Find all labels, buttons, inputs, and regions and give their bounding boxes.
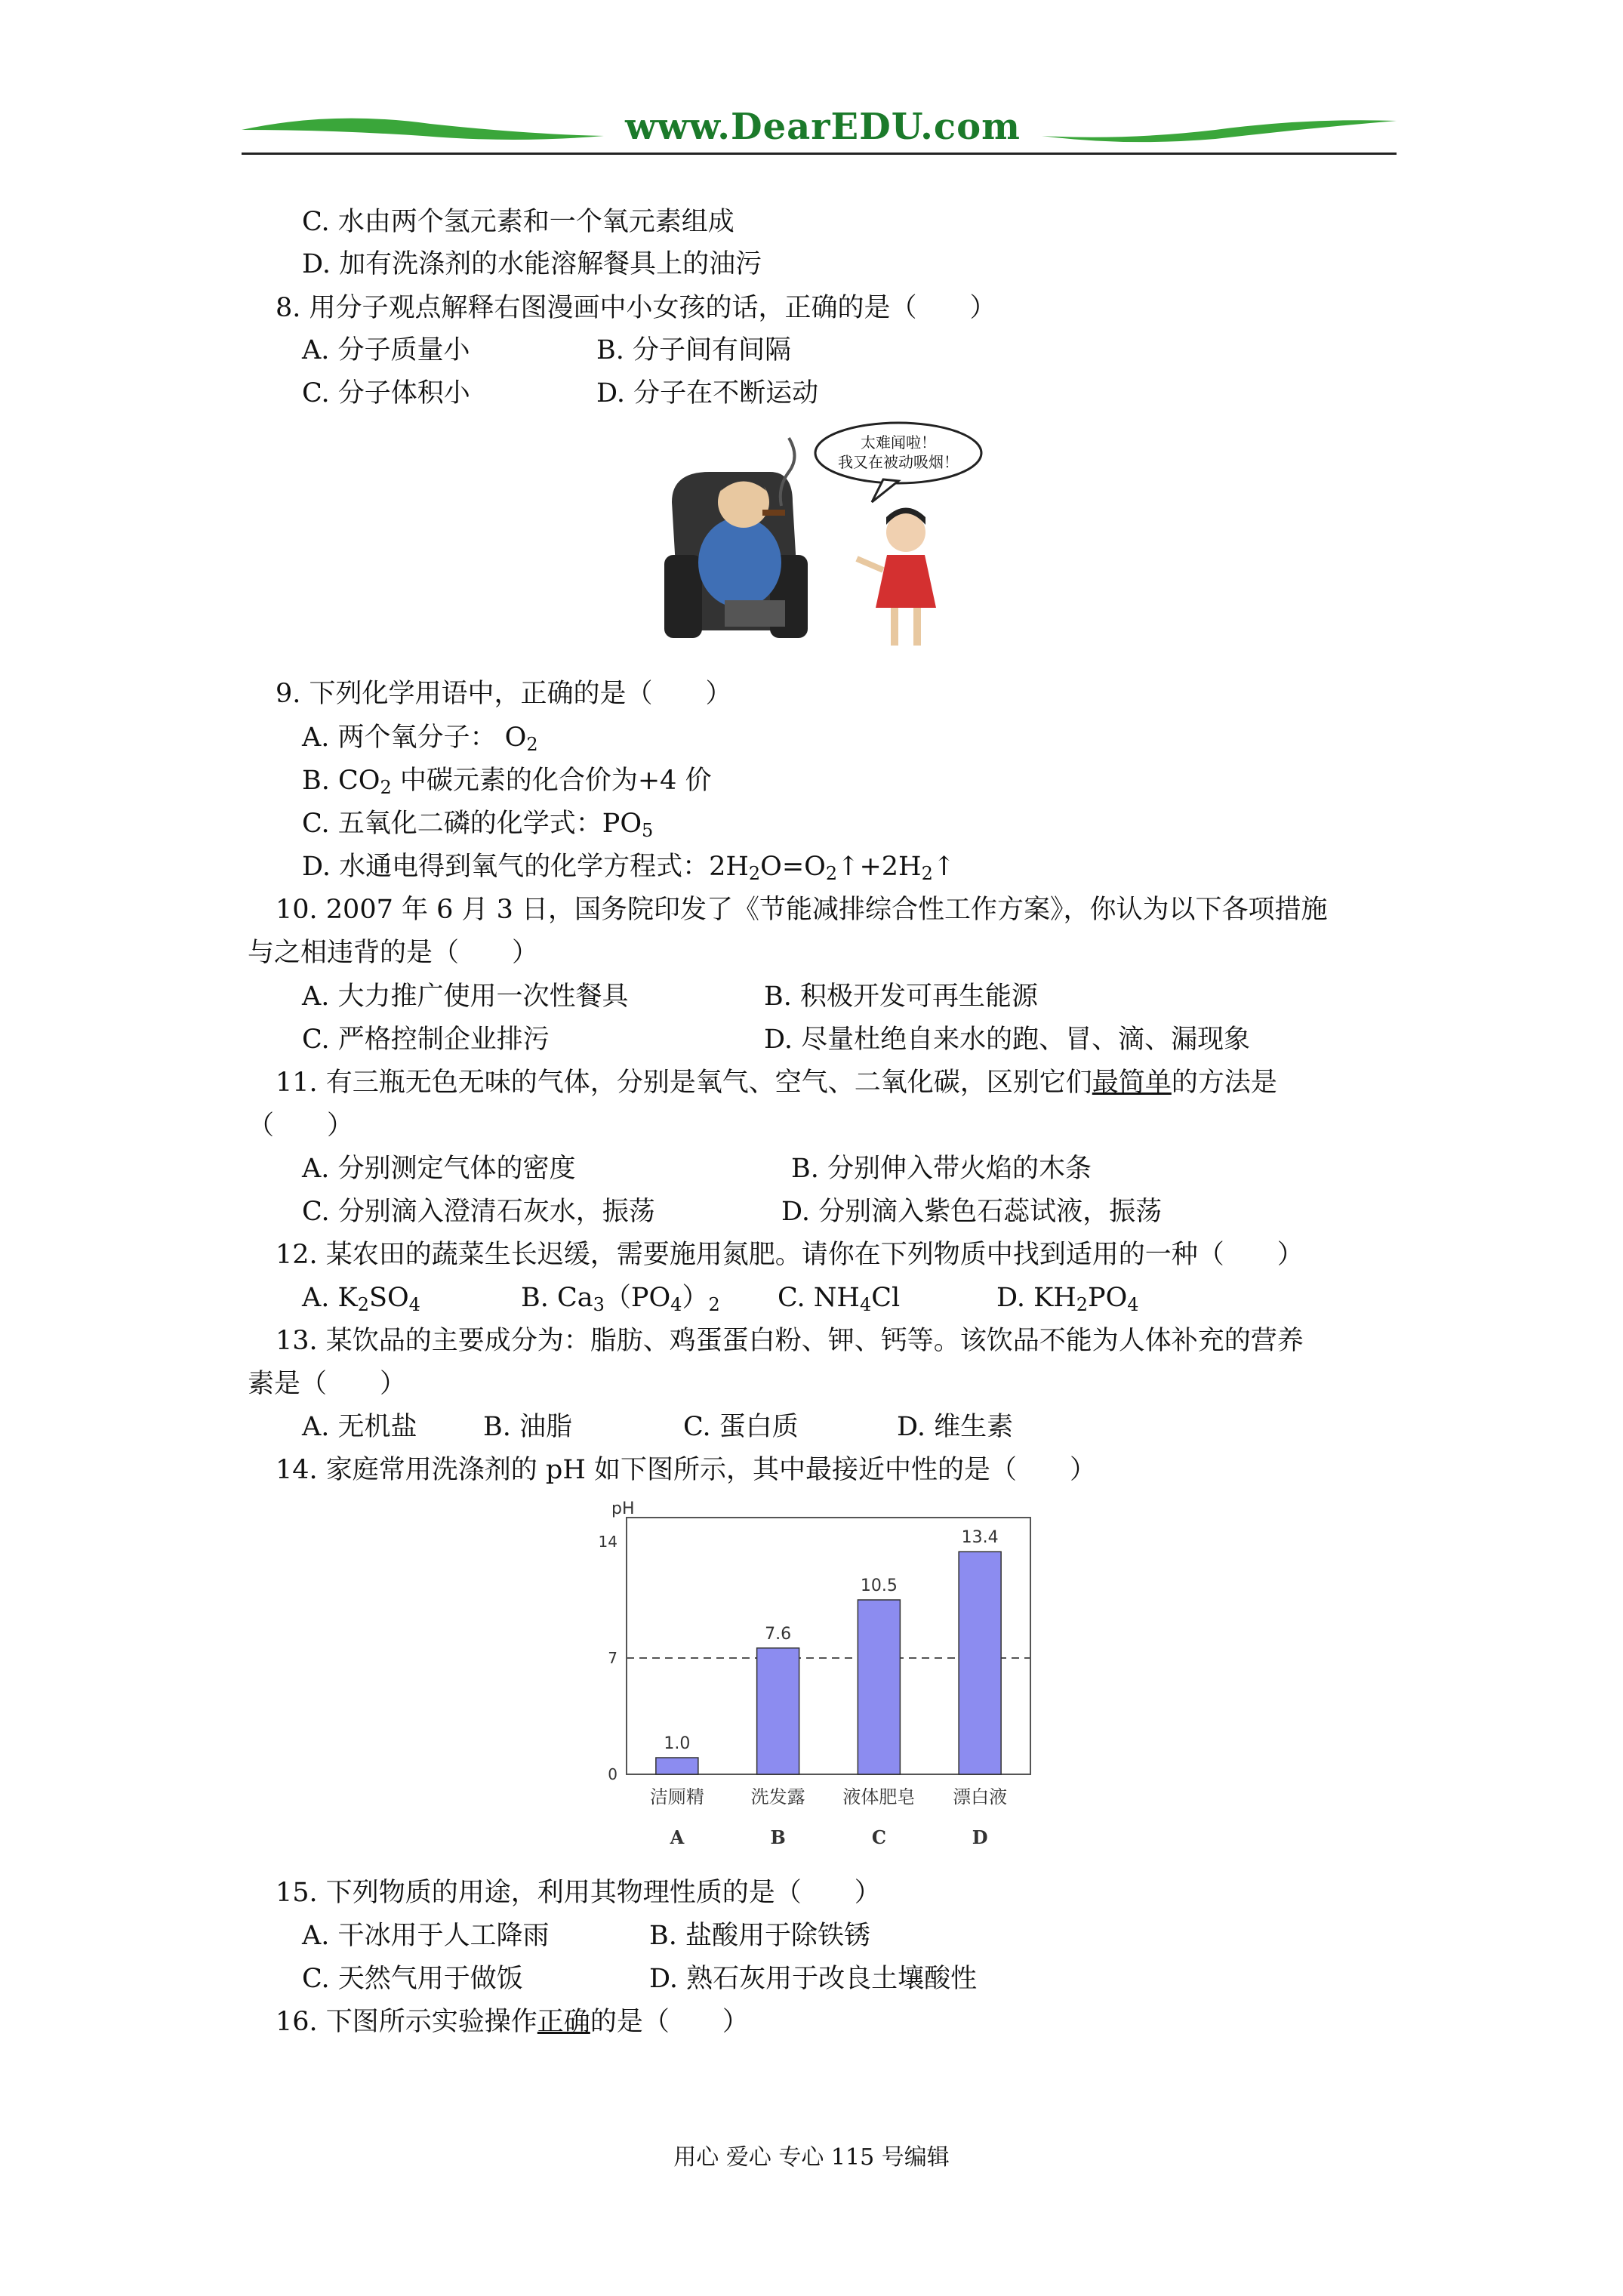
y-axis-label: pH [611, 1499, 635, 1518]
q11-option-b: B. 分别伸入带火焰的木条 [791, 1154, 1092, 1184]
site-logo: www.DearEDU.com [625, 106, 1021, 148]
q8-option-d: D. 分子在不断运动 [596, 378, 819, 408]
value-label-c: 10.5 [860, 1576, 898, 1595]
q10-stem-line-2: 与之相违背的是（ ） [248, 938, 539, 968]
category-letter-b: B [770, 1826, 786, 1848]
q9-option-b: B. $CO_2$ 中碳元素的化合价为+4 价 [302, 766, 712, 798]
ph-chart-svg [589, 1495, 1042, 1857]
q13-stem-line-1: 13. 某饮品的主要成分为：脂肪、鸡蛋蛋白粉、钾、钙等。该饮品不能为人体补充的营养 [276, 1326, 1304, 1356]
q12-option-c: C. $NH_4Cl$ [778, 1283, 901, 1315]
q7-option-c: C. 水由两个氢元素和一个氧元素组成 [302, 207, 735, 237]
category-label-d: 漂白液 [953, 1786, 1008, 1808]
q11-stem-line-1: 11. 有三瓶无色无味的气体，分别是氧气、空气、二氧化碳，区别它们最简单的方法是 [276, 1068, 1277, 1098]
q16-stem: 16. 下图所示实验操作正确的是（ ） [276, 2007, 749, 2037]
category-letter-d: D [972, 1826, 988, 1848]
q13-option-b: B. 油脂 [483, 1412, 572, 1442]
q15-option-b: B. 盐酸用于除铁锈 [649, 1921, 870, 1951]
q15-stem: 15. 下列物质的用途，利用其物理性质的是（ ） [276, 1878, 881, 1908]
category-letter-c: C [871, 1826, 886, 1848]
q10-option-a: A. 大力推广使用一次性餐具 [302, 982, 629, 1012]
page-footer: 用心 爱心 专心 115 号编辑 [673, 2144, 950, 2171]
q14-stem: 14. 家庭常用洗涤剂的 pH 如下图所示，其中最接近中性的是（ ） [276, 1455, 1096, 1485]
q12-stem: 12. 某农田的蔬菜生长迟缓，需要施用氮肥。请你在下列物质中找到适用的一种（ ） [276, 1240, 1304, 1270]
q8-option-c: C. 分子体积小 [302, 378, 470, 408]
q13-option-c: C. 蛋白质 [683, 1412, 799, 1442]
page-header [242, 106, 1397, 159]
y-tick-label-0: 0 [608, 1765, 617, 1783]
value-label-a: 1.0 [664, 1734, 691, 1753]
q9-option-a: A. 两个氧分子： $O_2$ [302, 723, 538, 755]
category-label-c: 液体肥皂 [842, 1786, 916, 1808]
q11-option-d: D. 分别滴入紫色石蕊试液，振荡 [781, 1197, 1163, 1227]
q10-stem-line-1: 10. 2007 年 6 月 3 日，国务院印发了《节能减排综合性工作方案》，你认为以下各项措施 [276, 895, 1328, 925]
q10-option-d: D. 尽量杜绝自来水的跑、冒、滴、漏现象 [764, 1025, 1251, 1055]
bar-d [959, 1552, 1001, 1774]
q8-option-b: B. 分子间有间隔 [596, 335, 791, 365]
category-letter-a: A [670, 1826, 685, 1848]
bar-c [858, 1600, 900, 1774]
q12-option-d: D. $KH_2PO_4$ [996, 1283, 1139, 1315]
q12-option-a: A. $K_2SO_4$ [302, 1283, 420, 1315]
category-label-b: 洗发露 [750, 1786, 805, 1808]
green-swoosh-left [242, 113, 604, 151]
q8-option-a: A. 分子质量小 [302, 335, 470, 365]
q8-stem: 8. 用分子观点解释右图漫画中小女孩的话，正确的是（ ） [276, 293, 996, 323]
q11-option-c: C. 分别滴入澄清石灰水，振荡 [302, 1197, 655, 1227]
q10-option-c: C. 严格控制企业排污 [302, 1025, 550, 1055]
q13-stem-line-2: 素是（ ） [248, 1369, 407, 1399]
q11-option-a: A. 分别测定气体的密度 [302, 1154, 576, 1184]
smoking-cartoon-illustration [657, 419, 989, 661]
bubble-line-1: 太难闻啦！ [861, 433, 936, 451]
bubble-line-2: 我又在被动吸烟！ [838, 453, 959, 471]
green-swoosh-right [1042, 113, 1397, 151]
q15-option-d: D. 熟石灰用于改良土壤酸性 [649, 1964, 978, 1994]
q15-option-c: C. 天然气用于做饭 [302, 1964, 523, 1994]
value-label-b: 7.6 [765, 1624, 792, 1644]
bar-a [656, 1758, 698, 1774]
q10-option-b: B. 积极开发可再生能源 [764, 982, 1038, 1012]
q12-option-b: B. $Ca_3(PO_4)_2$ [521, 1283, 720, 1315]
y-tick-label-1: 7 [608, 1649, 617, 1667]
q7-option-d: D. 加有洗涤剂的水能溶解餐具上的油污 [302, 249, 762, 279]
bar-b [757, 1648, 799, 1774]
q9-stem: 9. 下列化学用语中，正确的是（ ） [276, 679, 732, 709]
value-label-d: 13.4 [961, 1528, 999, 1548]
q15-option-a: A. 干冰用于人工降雨 [302, 1921, 550, 1951]
q13-option-a: A. 无机盐 [302, 1412, 417, 1442]
q9-option-d: D. 水通电得到氧气的化学方程式：$2H_2O=O_2↑+2H_2↑$ [302, 852, 956, 884]
ph-bar-chart [589, 1495, 1042, 1857]
q13-option-d: D. 维生素 [897, 1412, 1014, 1442]
q9-option-c: C. 五氧化二磷的化学式：$PO_5$ [302, 809, 654, 841]
q11-stem-line-2: （ ） [248, 1111, 354, 1141]
category-label-a: 洁厕精 [649, 1786, 704, 1808]
header-rule [242, 153, 1397, 155]
y-tick-label-2: 14 [598, 1533, 617, 1551]
